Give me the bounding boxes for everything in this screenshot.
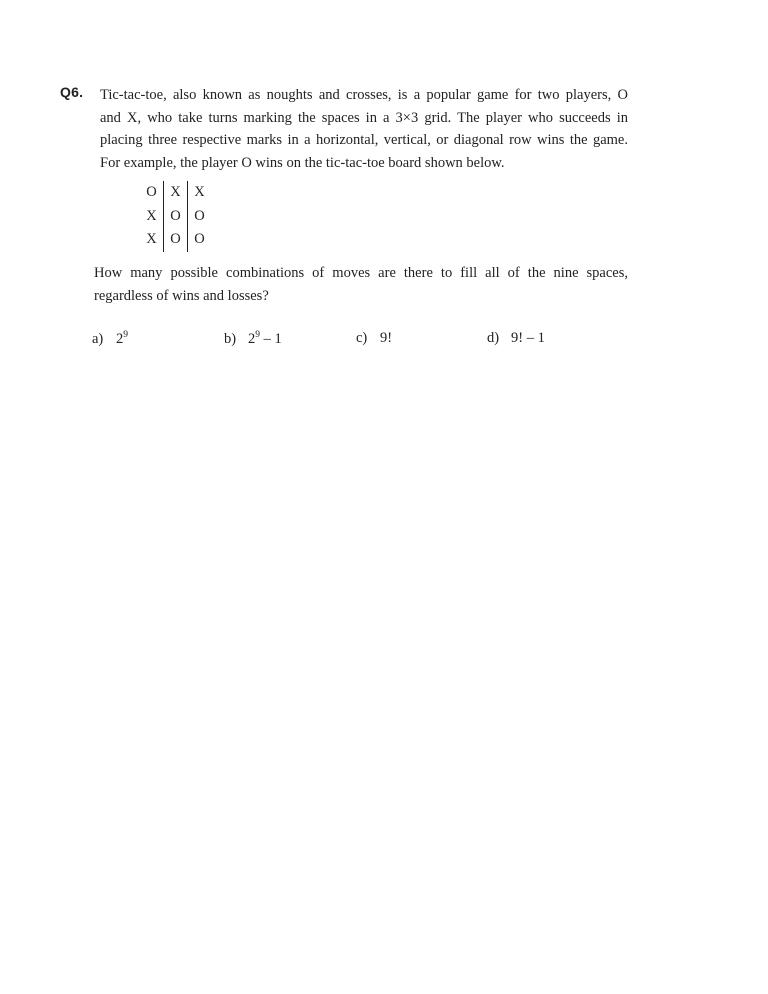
option-label: d) [487,330,500,346]
question-text [100,84,628,174]
question-line: placing three respective marks in a horizontal, vertical, or diagonal row wins the game. [100,132,628,148]
option-label: c) [356,330,368,346]
board-cell: O [164,228,188,252]
option-base: 2 [116,331,124,347]
board-cell: O [188,205,212,229]
question-line: and X, who take turns marking the spaces in a 3×3 grid. The player who succeeds in [100,109,628,126]
board-cell: X [146,231,157,248]
question-number: Q6. [60,84,84,100]
board-cell: O [164,205,188,229]
option-base: 9! [380,330,393,346]
option-b [224,330,282,348]
option-d [487,330,545,347]
option-exponent: 9 [123,330,128,340]
board-cell: X [146,207,157,224]
question-line: For example, the player O wins on the tic-tac-toe board shown below. [100,154,505,171]
board-cell: O [146,184,157,201]
board-row [140,181,211,205]
option-a [92,330,128,348]
prompt-line: regardless of wins and losses? [94,288,269,304]
board-row [140,228,211,252]
board-cell: O [188,228,212,252]
tic-tac-toe-board [140,181,211,252]
board-row [140,205,211,229]
option-label: a) [92,331,104,347]
option-c [356,330,392,347]
board-cell: X [164,181,188,205]
option-rest: – 1 [260,331,282,347]
prompt-line: How many possible combinations of moves are there to fill all of the nine spaces, [94,265,628,281]
option-label: b) [224,331,237,347]
question-prompt [94,262,628,308]
option-base: 9! – 1 [511,330,545,346]
board-cell: X [188,181,212,205]
option-exponent: 9 [255,330,260,340]
question-line: Tic-tac-toe, also known as noughts and crosses, is a popular game for two players, O [100,87,628,103]
option-base: 2 [248,331,256,347]
